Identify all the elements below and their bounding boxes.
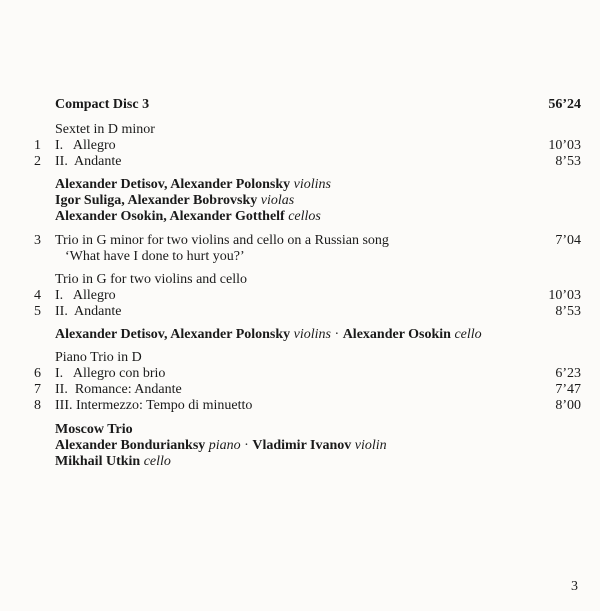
work-title-sextet bbox=[0, 122, 600, 138]
track-title: II. Andante bbox=[55, 154, 122, 169]
performer-role: violin bbox=[354, 438, 387, 453]
track-duration: 7’47 bbox=[555, 382, 581, 397]
track-number: 8 bbox=[34, 398, 41, 413]
track-number: 4 bbox=[34, 288, 41, 303]
track-duration: 8’53 bbox=[555, 154, 581, 169]
track-row bbox=[0, 288, 600, 304]
work-title: Trio in G minor bbox=[55, 233, 144, 248]
performer-names: Mikhail Utkin bbox=[55, 454, 141, 469]
work-title: Trio in G bbox=[55, 272, 107, 287]
track-title: I. Allegro bbox=[55, 138, 116, 153]
performer-names: Vladimir Ivanov bbox=[252, 438, 352, 453]
track-row bbox=[0, 382, 600, 398]
work-subtitle: ‘What have I done to hurt you?’ bbox=[65, 249, 245, 264]
track-title: I. Allegro bbox=[55, 288, 116, 303]
track-title: II. Romance: Andante bbox=[55, 382, 182, 397]
performer-line bbox=[0, 177, 600, 193]
track-number: 1 bbox=[34, 138, 41, 153]
performer-line bbox=[0, 327, 600, 343]
performer-names: Alexander Bondurianksy bbox=[55, 438, 206, 453]
performer-role: violins bbox=[293, 177, 332, 192]
performer-role: cello bbox=[143, 454, 171, 469]
track-row bbox=[0, 366, 600, 382]
track-row bbox=[0, 138, 600, 154]
track-title: II. Andante bbox=[55, 304, 122, 319]
track-number: 3 bbox=[34, 233, 41, 248]
work-title: Sextet in D minor bbox=[55, 122, 155, 137]
disc-heading-row bbox=[0, 97, 600, 113]
performer-names: Alexander Osokin bbox=[342, 327, 451, 342]
track-row bbox=[0, 398, 600, 414]
performer-line bbox=[0, 438, 600, 454]
work-description: for two violins and cello bbox=[110, 272, 247, 287]
track-duration: 8’00 bbox=[555, 398, 581, 413]
disc-title: Compact Disc 3 bbox=[55, 97, 150, 112]
performer-line bbox=[0, 454, 600, 470]
performer-names: Alexander Osokin, Alexander Gotthelf bbox=[55, 209, 285, 224]
track-number: 5 bbox=[34, 304, 41, 319]
performer-line bbox=[0, 193, 600, 209]
work-title-piano-trio bbox=[0, 350, 600, 366]
work-description: for two violins and cello on a Russian song bbox=[147, 233, 389, 248]
track-duration: 10’03 bbox=[548, 288, 581, 303]
ensemble-name: Moscow Trio bbox=[55, 422, 133, 437]
work-title: Piano Trio in D bbox=[55, 350, 142, 365]
performer-role: piano bbox=[208, 438, 241, 453]
performer-line bbox=[0, 209, 600, 225]
performer-role: cello bbox=[454, 327, 482, 342]
performer-names: Alexander Detisov, Alexander Polonsky bbox=[55, 177, 291, 192]
track-duration: 6’23 bbox=[555, 366, 581, 381]
disc-total-duration: 56’24 bbox=[548, 97, 581, 112]
track-title: III. Intermezzo: Tempo di minuetto bbox=[55, 398, 253, 413]
separator-dot: · bbox=[334, 327, 340, 342]
track-row bbox=[0, 154, 600, 170]
work-subtitle-row bbox=[0, 249, 600, 265]
performer-role: cellos bbox=[288, 209, 321, 224]
track-number: 7 bbox=[34, 382, 41, 397]
track-duration: 8’53 bbox=[555, 304, 581, 319]
track-title: I. Allegro con brio bbox=[55, 366, 166, 381]
separator-dot: · bbox=[244, 438, 249, 453]
track-row bbox=[0, 233, 600, 249]
performer-role: violas bbox=[260, 193, 295, 208]
performer-names: Igor Suliga, Alexander Bobrovsky bbox=[55, 193, 258, 208]
track-row bbox=[0, 304, 600, 320]
performer-names: Alexander Detisov, Alexander Polonsky bbox=[55, 327, 291, 342]
page-number: 3 bbox=[571, 579, 578, 594]
performer-role: violins bbox=[293, 327, 332, 342]
work-title-trio-g bbox=[0, 272, 600, 288]
track-number: 6 bbox=[34, 366, 41, 381]
ensemble-line bbox=[0, 422, 600, 438]
track-duration: 7’04 bbox=[555, 233, 581, 248]
track-number: 2 bbox=[34, 154, 41, 169]
track-duration: 10’03 bbox=[548, 138, 581, 153]
